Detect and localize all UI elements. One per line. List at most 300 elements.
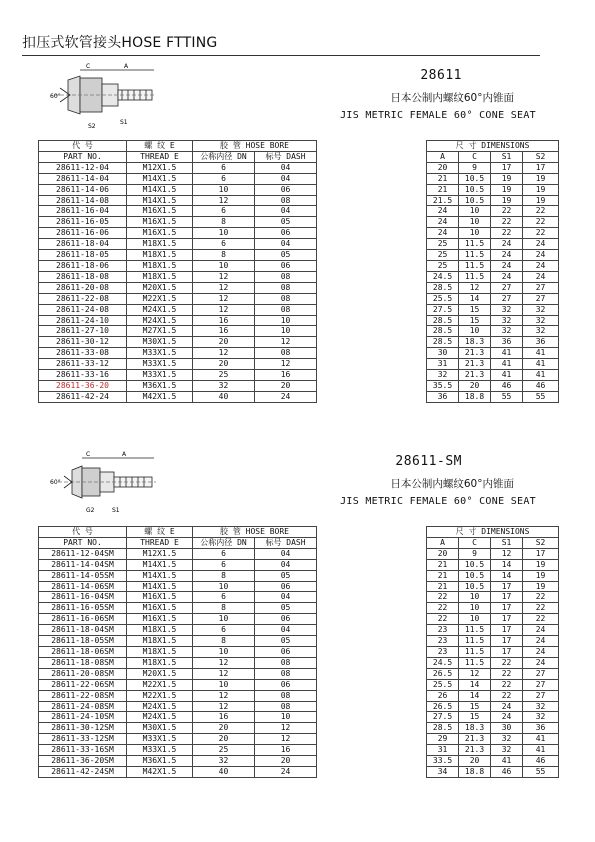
- label-c: C: [86, 63, 91, 70]
- table-row: [39, 614, 559, 625]
- label-s1: S1: [112, 507, 120, 514]
- cell-dim-s2: 41: [523, 745, 559, 756]
- cell-bore-dn: 16: [193, 712, 255, 723]
- cell-bore-dash: 06: [255, 614, 317, 625]
- cell-dim-a: 20: [427, 548, 459, 559]
- cell-dim-a: 27.5: [427, 712, 459, 723]
- cell-bore-dash: 04: [255, 559, 317, 570]
- cell-dim-s2: 17: [523, 162, 559, 173]
- cell-dim-a: 31: [427, 745, 459, 756]
- cell-bore-dn: 10: [193, 646, 255, 657]
- cell-part-no: 28611-24-08SM: [39, 701, 127, 712]
- cell-part-no: 28611-30-12SM: [39, 723, 127, 734]
- cell-part-no: 28611-24-10SM: [39, 712, 127, 723]
- cell-bore-dash: 05: [255, 603, 317, 614]
- cell-dim-a: 22: [427, 614, 459, 625]
- cell-dim-c: 10.5: [459, 195, 491, 206]
- cell-dim-a: 30: [427, 348, 459, 359]
- table-row: [39, 745, 559, 756]
- cell-thread: M36X1.5: [127, 380, 193, 391]
- table-gap: [317, 315, 427, 326]
- cell-dim-s2: 32: [523, 712, 559, 723]
- cell-dim-s2: 32: [523, 701, 559, 712]
- cell-dim-s1: 22: [491, 668, 523, 679]
- cell-thread: M18X1.5: [127, 250, 193, 261]
- cell-dim-a: 25.5: [427, 293, 459, 304]
- cell-dim-c: 21.3: [459, 734, 491, 745]
- cell-dim-s1: 27: [491, 293, 523, 304]
- table-row: [39, 217, 559, 228]
- cell-dim-s2: 27: [523, 282, 559, 293]
- header-dim-s2: S2: [523, 537, 559, 548]
- cell-bore-dn: 10: [193, 228, 255, 239]
- cell-dim-s1: 41: [491, 348, 523, 359]
- cell-part-no: 28611-24-10: [39, 315, 127, 326]
- cell-dim-c: 10: [459, 206, 491, 217]
- label-s2: G2: [86, 507, 95, 514]
- cell-dim-s1: 46: [491, 766, 523, 777]
- cell-bore-dn: 12: [193, 195, 255, 206]
- cell-thread: M33X1.5: [127, 370, 193, 381]
- cell-dim-s1: 17: [491, 614, 523, 625]
- table-gap: [317, 250, 427, 261]
- cell-dim-s2: 36: [523, 723, 559, 734]
- cell-thread: M27X1.5: [127, 326, 193, 337]
- cell-bore-dash: 04: [255, 592, 317, 603]
- table-gap: [317, 668, 427, 679]
- cell-dim-c: 18.3: [459, 337, 491, 348]
- table-row: [39, 162, 559, 173]
- cell-thread: M24X1.5: [127, 701, 193, 712]
- table-row: [39, 326, 559, 337]
- cell-dim-a: 26.5: [427, 701, 459, 712]
- cell-bore-dash: 20: [255, 756, 317, 767]
- cell-bore-dash: 08: [255, 282, 317, 293]
- cell-dim-a: 21: [427, 581, 459, 592]
- cell-thread: M22X1.5: [127, 690, 193, 701]
- cell-dim-s2: 22: [523, 206, 559, 217]
- cell-dim-s2: 24: [523, 636, 559, 647]
- cell-dim-a: 27.5: [427, 304, 459, 315]
- cell-bore-dn: 12: [193, 701, 255, 712]
- cell-thread: M14X1.5: [127, 559, 193, 570]
- cell-part-no: 28611-16-04: [39, 206, 127, 217]
- table-row: [39, 701, 559, 712]
- cell-part-no: 28611-20-08: [39, 282, 127, 293]
- table-row: [39, 195, 559, 206]
- cell-thread: M20X1.5: [127, 668, 193, 679]
- cell-dim-s2: 24: [523, 657, 559, 668]
- cell-part-no: 28611-42-24SM: [39, 766, 127, 777]
- table-gap: [317, 559, 427, 570]
- cell-thread: M18X1.5: [127, 646, 193, 657]
- cell-thread: M33X1.5: [127, 359, 193, 370]
- label-s1: S1: [120, 119, 128, 126]
- cell-thread: M18X1.5: [127, 625, 193, 636]
- table-row: [39, 625, 559, 636]
- cell-dim-c: 11.5: [459, 646, 491, 657]
- table-row: [39, 348, 559, 359]
- cell-thread: M18X1.5: [127, 239, 193, 250]
- table-gap: [317, 304, 427, 315]
- table-gap: [317, 293, 427, 304]
- cell-bore-dn: 12: [193, 668, 255, 679]
- table-row: [39, 668, 559, 679]
- cell-dim-c: 10.5: [459, 581, 491, 592]
- table-row: [39, 304, 559, 315]
- cell-thread: M16X1.5: [127, 217, 193, 228]
- table-gap: [317, 217, 427, 228]
- table-gap: [317, 766, 427, 777]
- table-row: [39, 228, 559, 239]
- cell-bore-dn: 6: [193, 592, 255, 603]
- cell-bore-dash: 08: [255, 701, 317, 712]
- cell-dim-c: 10.5: [459, 559, 491, 570]
- table-gap: [317, 581, 427, 592]
- cell-dim-s1: 27: [491, 282, 523, 293]
- header-part-cn: 代 号: [39, 141, 127, 152]
- cell-dim-c: 18.8: [459, 766, 491, 777]
- cell-part-no: 28611-14-04: [39, 173, 127, 184]
- cell-dim-s1: 41: [491, 359, 523, 370]
- table-row: [39, 370, 559, 381]
- cell-dim-a: 24: [427, 217, 459, 228]
- cell-bore-dash: 10: [255, 326, 317, 337]
- cell-dim-s1: 41: [491, 370, 523, 381]
- cell-thread: M14X1.5: [127, 570, 193, 581]
- header-dim-c: C: [459, 537, 491, 548]
- cell-dim-s1: 17: [491, 625, 523, 636]
- cell-bore-dn: 8: [193, 570, 255, 581]
- table-gap: [317, 614, 427, 625]
- cell-dim-a: 22: [427, 592, 459, 603]
- table-row: [39, 690, 559, 701]
- cell-bore-dn: 20: [193, 359, 255, 370]
- table-row: [39, 250, 559, 261]
- cell-dim-s2: 41: [523, 370, 559, 381]
- table-gap: [317, 348, 427, 359]
- cell-dim-s2: 24: [523, 625, 559, 636]
- cell-bore-dash: 06: [255, 184, 317, 195]
- cell-dim-c: 21.3: [459, 348, 491, 359]
- cell-dim-c: 14: [459, 679, 491, 690]
- cell-thread: M16X1.5: [127, 206, 193, 217]
- cell-dim-s1: 24: [491, 239, 523, 250]
- cell-dim-a: 26: [427, 690, 459, 701]
- header-dim-s1: S1: [491, 151, 523, 162]
- cell-dim-s2: 41: [523, 734, 559, 745]
- cell-dim-c: 18.3: [459, 723, 491, 734]
- cell-dim-s1: 17: [491, 603, 523, 614]
- cell-bore-dn: 25: [193, 745, 255, 756]
- spec-table: [38, 526, 559, 778]
- cell-thread: M22X1.5: [127, 293, 193, 304]
- cell-dim-a: 25: [427, 239, 459, 250]
- title-divider: [22, 55, 540, 56]
- cell-dim-c: 10.5: [459, 184, 491, 195]
- header-dim-s1: S1: [491, 537, 523, 548]
- cell-dim-s1: 24: [491, 712, 523, 723]
- cell-bore-dash: 05: [255, 217, 317, 228]
- table-row: [39, 380, 559, 391]
- table-row: [39, 559, 559, 570]
- cell-dim-s1: 17: [491, 581, 523, 592]
- section-header: [38, 60, 558, 140]
- cell-bore-dn: 12: [193, 304, 255, 315]
- cell-dim-s1: 17: [491, 162, 523, 173]
- cell-bore-dn: 40: [193, 391, 255, 402]
- header-dim-c: C: [459, 151, 491, 162]
- table-gap: [317, 391, 427, 402]
- cell-bore-dash: 05: [255, 570, 317, 581]
- cell-bore-dn: 12: [193, 282, 255, 293]
- table-row: [39, 184, 559, 195]
- cell-dim-s2: 22: [523, 614, 559, 625]
- table-gap: [317, 282, 427, 293]
- table-gap: [317, 625, 427, 636]
- table-gap: [317, 712, 427, 723]
- cell-dim-s1: 32: [491, 326, 523, 337]
- header-dimensions: 尺 寸 DIMENSIONS: [427, 141, 559, 152]
- cell-bore-dash: 04: [255, 206, 317, 217]
- cell-dim-a: 24.5: [427, 657, 459, 668]
- cell-bore-dash: 06: [255, 228, 317, 239]
- cell-dim-s1: 19: [491, 173, 523, 184]
- cell-thread: M42X1.5: [127, 391, 193, 402]
- cell-dim-s2: 55: [523, 766, 559, 777]
- cell-bore-dash: 12: [255, 337, 317, 348]
- cell-dim-s1: 22: [491, 217, 523, 228]
- cell-thread: M18X1.5: [127, 636, 193, 647]
- table-gap: [317, 657, 427, 668]
- table-gap: [317, 195, 427, 206]
- cell-bore-dash: 08: [255, 293, 317, 304]
- cell-thread: M30X1.5: [127, 337, 193, 348]
- table-row: [39, 734, 559, 745]
- cell-part-no: 28611-18-04SM: [39, 625, 127, 636]
- section-desc-en: JIS METRIC FEMALE 60° CONE SEAT: [340, 496, 536, 507]
- cell-dim-s2: 46: [523, 380, 559, 391]
- cell-dim-c: 18.8: [459, 391, 491, 402]
- cell-bore-dash: 06: [255, 260, 317, 271]
- cell-dim-s2: 24: [523, 260, 559, 271]
- cell-dim-s2: 27: [523, 690, 559, 701]
- cell-bore-dash: 08: [255, 195, 317, 206]
- cell-dim-a: 23: [427, 636, 459, 647]
- cell-bore-dn: 20: [193, 734, 255, 745]
- table-gap: [317, 570, 427, 581]
- header-thread-cn: 螺 纹 E: [127, 141, 193, 152]
- cell-dim-c: 11.5: [459, 657, 491, 668]
- cell-bore-dn: 20: [193, 723, 255, 734]
- cell-dim-s1: 17: [491, 646, 523, 657]
- cell-dim-a: 35.5: [427, 380, 459, 391]
- table-row: [39, 315, 559, 326]
- table-gap: [317, 380, 427, 391]
- cell-bore-dn: 8: [193, 636, 255, 647]
- fitting-drawing: [50, 62, 160, 134]
- cell-bore-dash: 04: [255, 625, 317, 636]
- cell-dim-a: 28.5: [427, 315, 459, 326]
- cell-bore-dn: 6: [193, 206, 255, 217]
- cell-dim-s2: 27: [523, 668, 559, 679]
- cell-part-no: 28611-18-04: [39, 239, 127, 250]
- cell-dim-c: 21.3: [459, 745, 491, 756]
- cell-dim-c: 10: [459, 592, 491, 603]
- cell-bore-dash: 08: [255, 690, 317, 701]
- cell-dim-s1: 46: [491, 380, 523, 391]
- cell-dim-s1: 22: [491, 679, 523, 690]
- cell-dim-s1: 19: [491, 184, 523, 195]
- cell-part-no: 28611-14-06SM: [39, 581, 127, 592]
- cell-dim-a: 28.5: [427, 723, 459, 734]
- cell-bore-dash: 04: [255, 162, 317, 173]
- table-row: [39, 603, 559, 614]
- cell-part-no: 28611-18-08SM: [39, 657, 127, 668]
- cell-dim-s2: 22: [523, 603, 559, 614]
- cell-bore-dash: 24: [255, 391, 317, 402]
- cell-thread: M16X1.5: [127, 603, 193, 614]
- cell-bore-dn: 12: [193, 271, 255, 282]
- cell-dim-c: 11.5: [459, 250, 491, 261]
- cell-thread: M22X1.5: [127, 679, 193, 690]
- cell-dim-c: 11.5: [459, 239, 491, 250]
- cell-part-no: 28611-22-06SM: [39, 679, 127, 690]
- cell-dim-s2: 19: [523, 184, 559, 195]
- table-gap: [317, 206, 427, 217]
- cell-bore-dn: 16: [193, 315, 255, 326]
- cell-dim-s1: 19: [491, 195, 523, 206]
- page-title: 扣压式软管接头HOSE FTTING: [22, 35, 218, 51]
- table-row: [39, 581, 559, 592]
- cell-part-no: 28611-24-08: [39, 304, 127, 315]
- cell-thread: M30X1.5: [127, 723, 193, 734]
- cell-dim-s1: 17: [491, 636, 523, 647]
- cell-dim-s1: 32: [491, 745, 523, 756]
- cell-dim-s1: 30: [491, 723, 523, 734]
- cell-bore-dn: 20: [193, 337, 255, 348]
- cell-dim-s2: 32: [523, 326, 559, 337]
- table-gap: [317, 141, 427, 163]
- cell-thread: M33X1.5: [127, 745, 193, 756]
- cell-dim-c: 10: [459, 326, 491, 337]
- cell-bore-dn: 12: [193, 348, 255, 359]
- cell-bore-dash: 24: [255, 766, 317, 777]
- section-desc-cn: 日本公制内螺纹60°内锥面: [390, 92, 514, 104]
- cell-dim-a: 24.5: [427, 271, 459, 282]
- cell-bore-dn: 25: [193, 370, 255, 381]
- cell-dim-s1: 12: [491, 548, 523, 559]
- cell-part-no: 28611-36-20SM: [39, 756, 127, 767]
- cell-part-no: 28611-18-06: [39, 260, 127, 271]
- cell-dim-a: 25: [427, 260, 459, 271]
- cell-bore-dn: 8: [193, 217, 255, 228]
- cell-part-no: 28611-33-08: [39, 348, 127, 359]
- header-dim-s2: S2: [523, 151, 559, 162]
- cell-dim-a: 24: [427, 206, 459, 217]
- cell-part-no: 28611-18-08: [39, 271, 127, 282]
- cell-dim-c: 15: [459, 315, 491, 326]
- table-row: [39, 293, 559, 304]
- cell-bore-dn: 40: [193, 766, 255, 777]
- section-code: 28611-SM: [395, 454, 462, 469]
- cell-thread: M16X1.5: [127, 614, 193, 625]
- cell-dim-c: 11.5: [459, 625, 491, 636]
- cell-dim-s1: 24: [491, 250, 523, 261]
- cell-dim-a: 23: [427, 646, 459, 657]
- cell-thread: M16X1.5: [127, 592, 193, 603]
- table-row: [39, 766, 559, 777]
- cell-bore-dash: 16: [255, 745, 317, 756]
- cell-dim-c: 10: [459, 614, 491, 625]
- table-gap: [317, 603, 427, 614]
- table-gap: [317, 527, 427, 549]
- cell-dim-s1: 32: [491, 315, 523, 326]
- table-gap: [317, 173, 427, 184]
- table-row: [39, 260, 559, 271]
- cell-part-no: 28611-20-08SM: [39, 668, 127, 679]
- cell-dim-s1: 22: [491, 690, 523, 701]
- cell-dim-a: 24: [427, 228, 459, 239]
- cell-dim-c: 15: [459, 304, 491, 315]
- table-gap: [317, 636, 427, 647]
- cell-dim-s2: 19: [523, 195, 559, 206]
- cell-dim-a: 28.5: [427, 337, 459, 348]
- cell-dim-c: 15: [459, 701, 491, 712]
- header-hose-bore: 胶 管 HOSE BORE: [193, 141, 317, 152]
- header-bore-dash: 标号 DASH: [255, 151, 317, 162]
- cell-part-no: 28611-22-08SM: [39, 690, 127, 701]
- cell-bore-dn: 10: [193, 581, 255, 592]
- cell-dim-s2: 19: [523, 581, 559, 592]
- header-thread-en: THREAD E: [127, 537, 193, 548]
- header-bore-dn: 公称内径 DN: [193, 151, 255, 162]
- table-gap: [317, 745, 427, 756]
- cell-thread: M14X1.5: [127, 184, 193, 195]
- cell-dim-s1: 24: [491, 271, 523, 282]
- cell-dim-s2: 27: [523, 293, 559, 304]
- label-a: A: [122, 451, 127, 458]
- cell-part-no: 28611-16-05SM: [39, 603, 127, 614]
- cell-dim-s2: 24: [523, 646, 559, 657]
- cell-bore-dn: 12: [193, 690, 255, 701]
- cell-thread: M20X1.5: [127, 282, 193, 293]
- cell-thread: M42X1.5: [127, 766, 193, 777]
- cell-bore-dash: 10: [255, 315, 317, 326]
- cell-thread: M33X1.5: [127, 734, 193, 745]
- cell-dim-a: 28.5: [427, 326, 459, 337]
- header-part-cn: 代 号: [39, 527, 127, 538]
- cell-bore-dash: 08: [255, 668, 317, 679]
- cell-bore-dash: 12: [255, 359, 317, 370]
- cell-part-no: 28611-14-04SM: [39, 559, 127, 570]
- cell-dim-c: 14: [459, 293, 491, 304]
- cell-bore-dn: 10: [193, 614, 255, 625]
- cell-bore-dn: 32: [193, 380, 255, 391]
- cell-dim-s2: 36: [523, 337, 559, 348]
- cell-dim-a: 25.5: [427, 679, 459, 690]
- cell-dim-a: 31: [427, 359, 459, 370]
- label-c: C: [86, 451, 91, 458]
- cell-bore-dn: 6: [193, 559, 255, 570]
- cell-thread: M16X1.5: [127, 228, 193, 239]
- cell-dim-c: 11.5: [459, 271, 491, 282]
- cell-dim-c: 20: [459, 756, 491, 767]
- table-row: [39, 282, 559, 293]
- cell-bore-dn: 6: [193, 625, 255, 636]
- table-row: [39, 646, 559, 657]
- cell-dim-s1: 36: [491, 337, 523, 348]
